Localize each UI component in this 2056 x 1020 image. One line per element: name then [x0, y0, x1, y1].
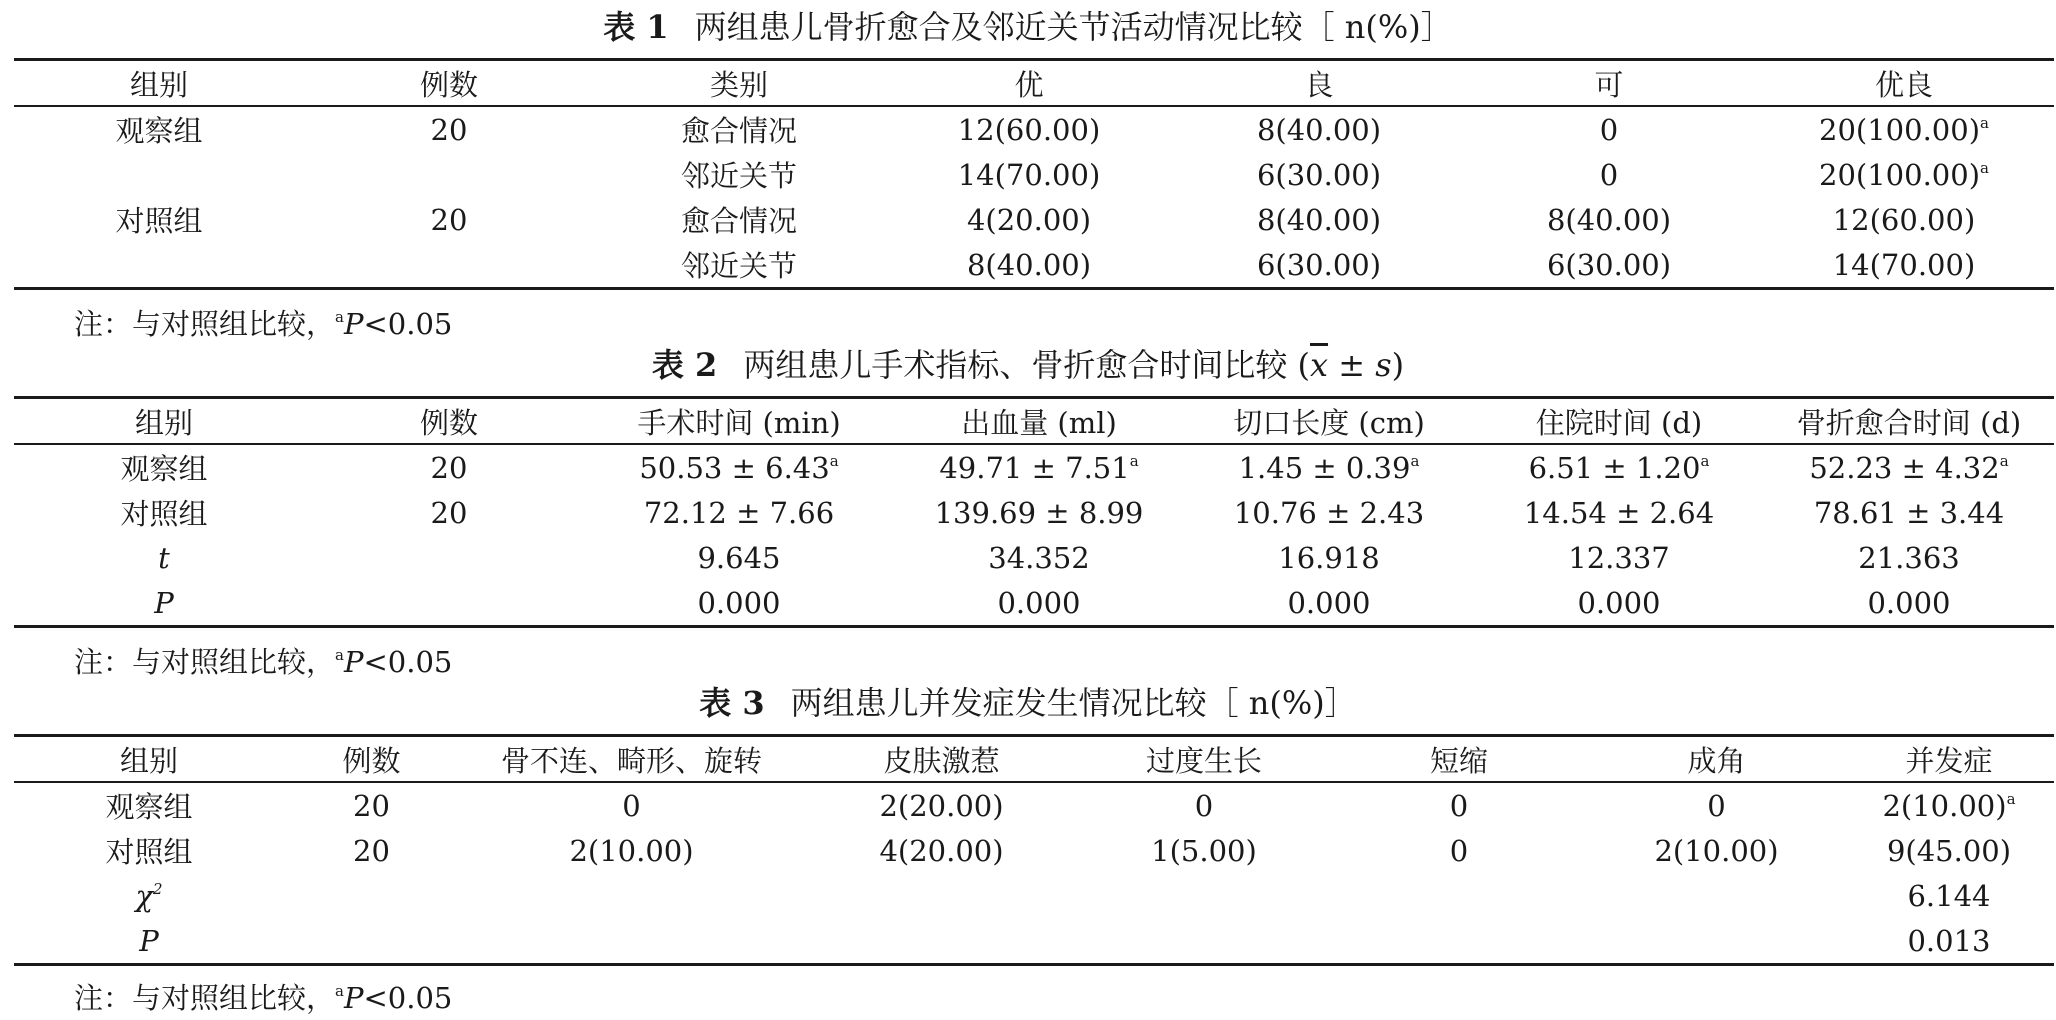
group-cell — [14, 242, 304, 289]
total-value: 14(70.00) — [1832, 247, 1976, 282]
value-cell: 8(40.00) — [1256, 202, 1382, 237]
chi-exponent: 2 — [153, 879, 163, 898]
note-p-symbol: P — [343, 307, 364, 341]
table2-header-cell: 住院时间 (d) — [1474, 398, 1764, 445]
p-value-label: P — [139, 923, 159, 958]
table3-header-cell: 例数 — [284, 736, 459, 783]
value-cell — [894, 444, 1184, 490]
total-value: 20(100.00) — [1819, 112, 1981, 147]
table3-header-cell: 成角 — [1589, 736, 1844, 783]
table-row — [14, 152, 2054, 197]
table3-header-row — [14, 736, 2054, 783]
table2-number: 表 2 — [651, 346, 718, 384]
total-cell — [1844, 782, 2054, 828]
note-prefix: 注：与对照组比较， — [74, 307, 336, 341]
significance-mark: a — [1700, 451, 1710, 470]
note-threshold: <0.05 — [363, 645, 453, 679]
value-cell — [1184, 444, 1474, 490]
table2-caption — [0, 344, 2056, 386]
total-cell — [1754, 152, 2054, 197]
value-cell: 8(40.00) — [966, 247, 1092, 282]
value-cell: 78.61 ± 3.44 — [1813, 495, 2005, 530]
table2-header-cell: 出血量 (ml) — [894, 398, 1184, 445]
table3-header-cell: 皮肤激惹 — [804, 736, 1079, 783]
table1-header-cell: 良 — [1174, 60, 1464, 107]
significance-mark: a — [1129, 451, 1139, 470]
value-cell — [1764, 444, 2054, 490]
total-cell — [1754, 106, 2054, 152]
p-value: 0.013 — [1907, 923, 1991, 958]
table3 — [14, 734, 2054, 966]
table3-header-cell: 过度生长 — [1079, 736, 1329, 783]
count-cell: 20 — [430, 112, 468, 147]
table-row — [14, 918, 2054, 965]
table-row — [14, 782, 2054, 828]
table1 — [14, 58, 2054, 290]
table1-header-cell: 类别 — [594, 60, 884, 107]
total-value: 2(10.00) — [1882, 788, 2007, 823]
category-cell: 愈合情况 — [680, 204, 797, 238]
total-value: 20(100.00) — [1819, 157, 1981, 192]
count-cell — [304, 152, 594, 197]
group-cell: 对照组 — [105, 835, 193, 869]
value-cell: 0.000 — [697, 585, 781, 620]
count-cell: 20 — [353, 788, 390, 823]
table3-title: 两组患儿并发症发生情况比较［ n(%)］ — [790, 684, 1357, 722]
value-cell: 0 — [1449, 833, 1469, 868]
value-cell: 8(40.00) — [1546, 202, 1672, 237]
value-cell: 0 — [1599, 112, 1619, 147]
total-cell — [1844, 828, 2054, 873]
table3-number: 表 3 — [699, 684, 765, 722]
value-cell: 10.76 ± 2.43 — [1233, 495, 1425, 530]
table3-header-cell: 短缩 — [1329, 736, 1589, 783]
table3-note — [74, 972, 452, 1017]
note-threshold: <0.05 — [363, 307, 453, 341]
table2 — [14, 396, 2054, 628]
count-cell: 20 — [430, 202, 468, 237]
table2-header-cell: 手术时间 (min) — [584, 398, 894, 445]
value-cell: 34.352 — [988, 540, 1090, 575]
table1-header-cell: 可 — [1464, 60, 1754, 107]
count-cell: 20 — [430, 495, 468, 530]
t-statistic-label: t — [158, 540, 170, 575]
p-value-label: P — [154, 585, 174, 620]
table1-header-cell: 优良 — [1754, 60, 2054, 107]
table3-header-cell: 组别 — [14, 736, 284, 783]
value-text: 50.53 ± 6.43 — [639, 450, 830, 485]
table2-title: 两组患儿手术指标、骨折愈合时间比较 ( — [743, 346, 1310, 384]
value-text: 6.51 ± 1.20 — [1528, 450, 1701, 485]
table-row — [14, 535, 2054, 580]
value-cell: 8(40.00) — [1256, 112, 1382, 147]
note-superscript: a — [335, 982, 344, 1000]
significance-mark: a — [1410, 451, 1420, 470]
table-row — [14, 106, 2054, 152]
value-cell: 72.12 ± 7.66 — [643, 495, 835, 530]
table2-header-cell: 例数 — [314, 398, 584, 445]
table3-caption — [0, 682, 2056, 724]
table-row — [14, 242, 2054, 289]
group-cell: 观察组 — [120, 452, 208, 486]
significance-mark: a — [1999, 451, 2009, 470]
chi-symbol: χ — [135, 878, 154, 913]
value-cell: 2(10.00) — [569, 833, 694, 868]
table1-header-cell: 例数 — [304, 60, 594, 107]
value-cell: 4(20.00) — [879, 833, 1004, 868]
value-cell: 0 — [1707, 788, 1726, 823]
table1-note — [74, 298, 452, 343]
table2-header-cell: 骨折愈合时间 (d) — [1764, 398, 2054, 445]
value-cell: 0.000 — [1867, 585, 1951, 620]
value-cell: 16.918 — [1278, 540, 1380, 575]
value-cell: 2(20.00) — [879, 788, 1004, 823]
note-threshold: <0.05 — [363, 981, 453, 1015]
category-cell: 邻近关节 — [680, 249, 797, 283]
note-prefix: 注：与对照组比较， — [74, 645, 336, 679]
note-superscript: a — [335, 646, 344, 664]
table-row — [14, 444, 2054, 490]
group-cell: 对照组 — [115, 204, 203, 238]
table1-number: 表 1 — [603, 8, 669, 46]
value-cell: 6(30.00) — [1256, 157, 1382, 192]
value-cell: 2(10.00) — [1654, 833, 1779, 868]
table-row — [14, 197, 2054, 242]
chi-square-value: 6.144 — [1907, 878, 1991, 913]
table2-title-mean-symbol: $\overline{x}$ — [1309, 346, 1329, 384]
table2-title-close: ) — [1391, 346, 1405, 384]
table2-header-cell: 切口长度 (cm) — [1184, 398, 1474, 445]
table1-header-row — [14, 60, 2054, 107]
count-cell: 20 — [353, 833, 390, 868]
count-cell — [304, 242, 594, 289]
table-row — [14, 490, 2054, 535]
significance-mark: a — [1980, 113, 1989, 132]
category-cell: 邻近关节 — [680, 159, 797, 193]
total-cell — [1754, 242, 2054, 289]
table-row — [14, 828, 2054, 873]
value-cell: 0 — [1194, 788, 1214, 823]
table-row — [14, 873, 2054, 918]
table2-title-pm: ± — [1328, 346, 1376, 384]
category-cell: 愈合情况 — [680, 114, 797, 148]
value-cell: 21.363 — [1858, 540, 1960, 575]
group-cell: 对照组 — [120, 497, 208, 531]
value-cell: 0.000 — [1287, 585, 1371, 620]
value-cell: 6(30.00) — [1256, 247, 1382, 282]
value-cell: 0 — [1449, 788, 1469, 823]
value-cell: 12(60.00) — [957, 112, 1101, 147]
value-text: 1.45 ± 0.39 — [1238, 450, 1411, 485]
value-text: 49.71 ± 7.51 — [939, 450, 1130, 485]
value-cell: 0 — [622, 788, 641, 823]
value-text: 52.23 ± 4.32 — [1809, 450, 2000, 485]
table2-header-cell: 组别 — [14, 398, 314, 445]
note-p-symbol: P — [343, 645, 364, 679]
count-cell — [314, 535, 584, 580]
value-cell: 0 — [1599, 157, 1619, 192]
table2-header-row — [14, 398, 2054, 445]
note-p-symbol: P — [343, 981, 364, 1015]
chi-square-label — [14, 873, 284, 918]
note-superscript: a — [335, 308, 344, 326]
group-cell — [14, 152, 304, 197]
table-row — [14, 580, 2054, 627]
significance-mark: a — [1980, 158, 1989, 177]
value-cell: 4(20.00) — [966, 202, 1092, 237]
significance-mark: a — [2006, 789, 2016, 808]
note-prefix: 注：与对照组比较， — [74, 981, 336, 1015]
value-cell: 0.000 — [1577, 585, 1661, 620]
total-value: 12(60.00) — [1832, 202, 1976, 237]
table1-header-cell: 优 — [884, 60, 1174, 107]
value-cell — [1474, 444, 1764, 490]
total-cell — [1754, 197, 2054, 242]
count-cell — [314, 580, 584, 627]
table1-caption — [0, 6, 2056, 48]
table1-header-cell: 组别 — [14, 60, 304, 107]
group-cell: 观察组 — [105, 790, 193, 824]
significance-mark: a — [829, 451, 839, 470]
value-cell: 14(70.00) — [957, 157, 1101, 192]
value-cell: 9.645 — [697, 540, 781, 575]
value-cell: 14.54 ± 2.64 — [1523, 495, 1715, 530]
table3-header-cell: 并发症 — [1844, 736, 2054, 783]
value-cell: 1(5.00) — [1151, 833, 1257, 868]
table2-title-sd-symbol: s — [1375, 346, 1392, 384]
value-cell: 6(30.00) — [1546, 247, 1672, 282]
value-cell: 0.000 — [997, 585, 1081, 620]
group-cell: 观察组 — [115, 114, 203, 148]
table3-header-cell: 骨不连、畸形、旋转 — [459, 736, 804, 783]
value-cell — [584, 444, 894, 490]
total-value: 9(45.00) — [1886, 833, 2012, 868]
table2-note — [74, 636, 452, 681]
table1-title: 两组患儿骨折愈合及邻近关节活动情况比较［ n(%)］ — [694, 8, 1453, 46]
value-cell: 139.69 ± 8.99 — [934, 495, 1144, 530]
count-cell: 20 — [430, 450, 468, 485]
value-cell: 12.337 — [1568, 540, 1670, 575]
